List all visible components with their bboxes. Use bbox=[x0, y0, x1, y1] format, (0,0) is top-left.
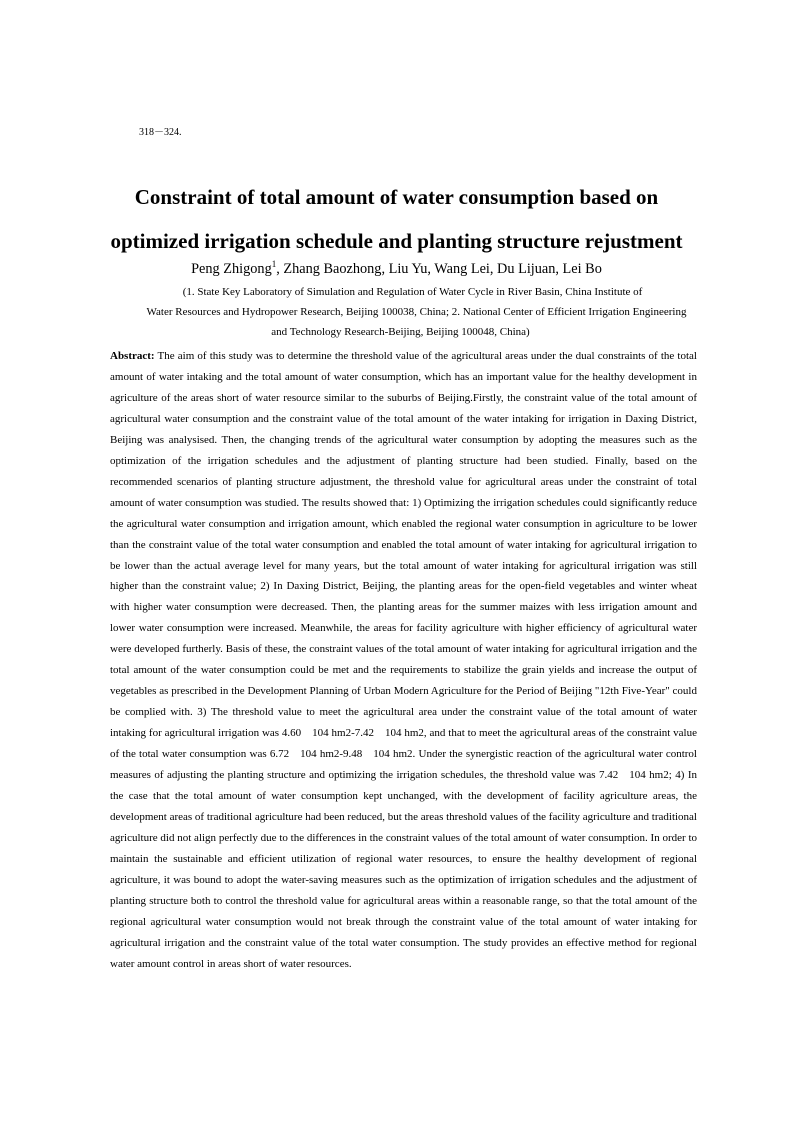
first-author: Peng Zhigong bbox=[191, 261, 272, 277]
paper-title-line-1: Constraint of total amount of water consumption based on bbox=[134, 185, 659, 209]
page-reference: 318－324. bbox=[139, 127, 182, 138]
paper-title-line-2: optimized irrigation schedule and planting structure rejustment bbox=[110, 229, 683, 253]
abstract bbox=[110, 346, 697, 975]
abstract-label: Abstract: bbox=[110, 350, 155, 362]
author-list bbox=[0, 261, 793, 278]
affiliation-marker: 1 bbox=[271, 259, 277, 270]
affiliation-line-1: (1. State Key Laboratory of Simulation and Regulation of Water Cycle in River Basin, China Institute of bbox=[182, 286, 643, 298]
abstract-body: The aim of this study was to determine the threshold value of the agricultural areas under the dual constraints of the total amount of water intaking and the total amount of water consumption, which has an important value for the healthy development in agriculture of the areas short of water resource similar to the suburbs of Beijing.Firstly, the constraint value of the total amount of agricultural water consumption and the constraint value of the total amount of the water intaking for irrigation in Daxing District, Beijing was analysised. Then, the changing trends of the agricultural water consumption by adopting the measures such as the optimization of the irrigation schedules and the adjustment of planting structure had been studied. Finally, based on the recommended scenarios of planting structure adjustment, the threshold value for agricultural areas under the constraint of total amount of water consumption was studied. The results showed that: 1) Optimizing the irrigation schedules could significantly reduce the agricultural water consumption and irrigation amount, which enabled the regional water consumption in agriculture to be lower than the constraint value of the total water consumption and enabled the total amount of water intaking for agricultural irrigation to be lower than the actual average level for many years, but the total amount of water intaking for agricultural irrigation was still higher than the constraint value; 2) In Daxing District, Beijing, the planting areas for the open-field vegetables and winter wheat with higher water consumption were decreased. Then, the planting areas for the summer maizes with less irrigation amount and lower water consumption were increased. Meanwhile, the areas for facility agriculture with higher efficiency of agricultural water were developed furtherly. Basis of these, the constraint values of the total amount of water intaking for agricultural irrigation and the total amount of the water consumption could be met and the requirements to stabilize the grain yields and increase the output of vegetables as prescribed in the Development Planning of Urban Modern Agriculture for the Period of Beijing "12th Five-Year" could be complied with. 3) The threshold value to meet the agricultural area under the constraint value of the total amount of water intaking for agricultural irrigation was 4.60 104 hm2-7.42 104 hm2, and that to meet the agricultural areas of the constraint value of the total water consumption was 6.72 104 hm2-9.48 104 hm2. Under the synergistic reaction of the agricultural water control measures of adjusting the planting structure and optimizing the irrigation schedules, the threshold value was 7.42 104 hm2; 4) In the case that the total amount of water consumption kept unchanged, with the development of facility agriculture areas, the development areas of traditional agriculture had been reduced, but the areas threshold values of the facility agriculture and traditional agriculture did not align perfectly due to the differences in the constraint values of the total amount of water consumption. In order to maintain the sustainable and efficient utilization of regional water resources, to ensure the healthy development of regional agriculture, it was bound to adopt the water-saving measures such as the optimization of irrigation schedules and the adjustment of planting structure both to control the threshold value for agricultural areas within a reasonable range, so that the total amount of the regional agricultural water consumption would not break through the constraint value of the total amount of water intaking for agricultural irrigation and the constraint value of the total water consumption. The study provides an effective method for regional water amount control in areas short of water resources. bbox=[110, 350, 697, 970]
affiliation-line-2: Water Resources and Hydropower Research, Beijing 100038, China; 2. National Center of Efficient Irrigation Engineering bbox=[146, 306, 687, 318]
other-authors: , Zhang Baozhong, Liu Yu, Wang Lei, Du Lijuan, Lei Bo bbox=[276, 261, 602, 277]
affiliation-line-3: and Technology Research-Beijing, Beijing 100048, China) bbox=[271, 326, 530, 338]
